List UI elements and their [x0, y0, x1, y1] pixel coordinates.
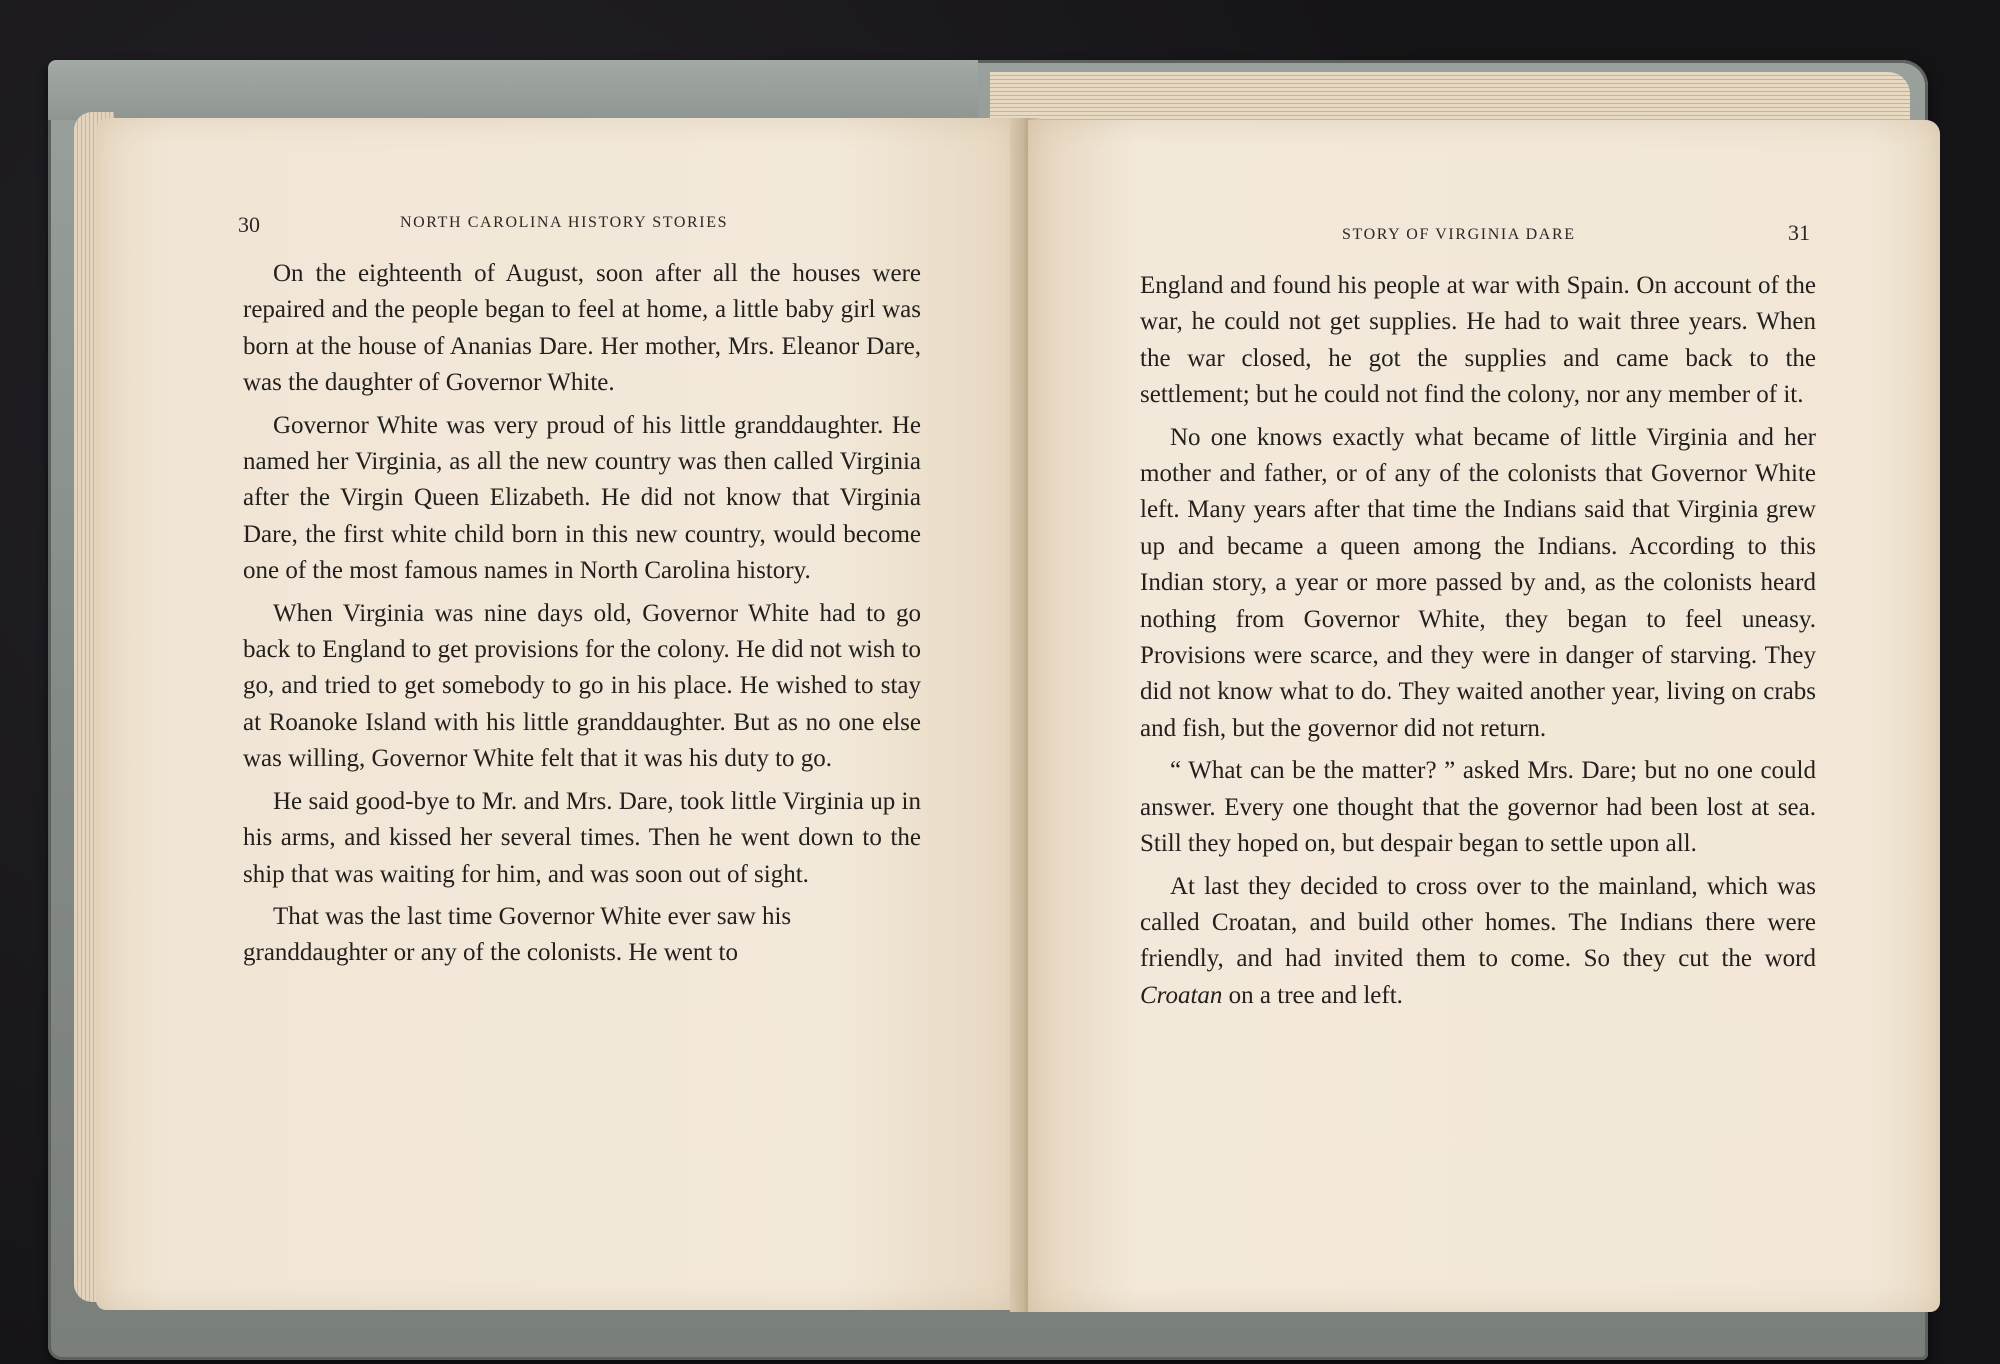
- book-cover-edge: [48, 60, 978, 120]
- left-paragraph-1: On the eighteenth of August, soon after all the houses were repaired and the people began to feel at home, a little baby girl was born at the house of Ananias Dare. Her mother, Mrs. Eleanor Dare, was the daughter of Governor White.: [243, 260, 921, 397]
- left-paragraph-2: Governor White was very proud of his little granddaughter. He named her Virginia, as all the new country was then called Virginia after the Virgin Queen Elizabeth. He did not know that Virginia Dare, the first white child born in this new country, would become one of the most famous names in North Carolina history.: [243, 411, 921, 585]
- right-continuation-paragraph: England and found his people at war with Spain. On account of the war, he could not get supplies. He had to wait three years. When the war closed, he got the supplies and came back to the settlement; but he could not find the colony, nor any member of it.: [1140, 272, 1816, 409]
- left-paragraph-5: That was the last time Governor White ever saw his granddaughter or any of the colonists. He went to: [243, 902, 792, 967]
- right-page-number: 31: [1788, 220, 1810, 245]
- right-paragraph-3-end: on a tree and left.: [1222, 981, 1403, 1009]
- right-running-head: STORY OF VIRGINIA DARE: [1342, 226, 1576, 243]
- left-paragraph-3: When Virginia was nine days old, Governor White had to go back to England to get provisions for the colony. He did not wish to go, and tried to get somebody to go in his place. He wished to stay at Roanoke Island with his little granddaughter. But as no one else was willing, Governor White felt that it was his duty to go.: [243, 599, 921, 773]
- left-paragraph-4: He said good-bye to Mr. and Mrs. Dare, took little Virginia up in his arms, and kissed her several times. Then he went down to the ship that was waiting for him, and was soon out of sight.: [243, 787, 921, 888]
- right-page-text: [1140, 268, 1816, 1020]
- left-running-head: NORTH CAROLINA HISTORY STORIES: [400, 214, 729, 231]
- right-paragraph-3-start: At last they decided to cross over to the mainland, which was called Croatan, and build other homes. The Indians there were friendly, and had invited them to come. So they cut the word: [1140, 872, 1816, 973]
- left-page-text: [243, 256, 921, 978]
- right-paragraph-3: [1140, 869, 1816, 1015]
- right-paragraph-1: No one knows exactly what became of little Virginia and her mother and father, or of any of the colonists that Governor White left. Many years after that time the Indians said that Virginia grew up and became a queen among the Indians. According to this Indian story, a year or more passed by and, as the colonists heard nothing from Governor White, they began to feel uneasy. Provisions were scarce, and they were in danger of starving. They did not know what to do. They waited another year, living on crabs and fish, but the governor did not return.: [1140, 423, 1816, 742]
- right-paragraph-2: “ What can be the matter? ” asked Mrs. Dare; but no one could answer. Every one thought that the governor had been lost at sea. Still they hoped on, but despair began to settle upon all.: [1140, 757, 1816, 858]
- left-page-number: 30: [238, 212, 260, 237]
- croatan-italic: Croatan: [1140, 981, 1223, 1009]
